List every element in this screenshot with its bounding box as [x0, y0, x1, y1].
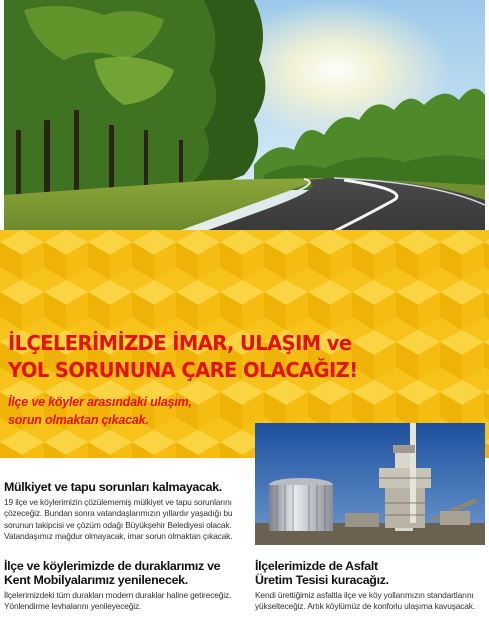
page-headline — [8, 330, 358, 384]
headline-line-1: İLÇELERİMİZDE İMAR, ULAŞIM ve — [8, 331, 352, 355]
section-title-line-1: İlçelerimizde de Asfalt — [255, 559, 378, 573]
asphalt-plant-photo — [255, 423, 485, 545]
subhead-line-2: sorun olmaktan çıkacak. — [8, 413, 149, 427]
section-title-line-2: Kent Mobilyalarımız yenilenecek. — [4, 573, 188, 587]
section-body: 19 ilçe ve köylerimizin çözülememiş mülkiyet ve tapu sorunlarını çözeceğiz. Bundan sonra vatandaşlarımızın yıllardır yaşadığı bu sorunun takipcisi ve çözüm odağı Büyükşehir Belediyesi olacak. Vatandaşımız mağdur olmayacak, imar sorun olmaktan çıkacak. — [4, 497, 233, 542]
section-asphalt-plant — [255, 559, 487, 613]
section-title — [4, 559, 249, 587]
section-title-line-2: Üretim Tesisi kuracağız. — [255, 573, 389, 587]
section-body: Kendi ürettiğimiz asfaltla ilçe ve köy yollarımızın standartlarını yükselteceğiz. Artık köylümüz de konforlu ulaşıma kavuşacak. — [255, 590, 476, 612]
section-title — [255, 559, 487, 587]
subhead-line-1: İlçe ve köyler arasındaki ulaşım, — [8, 395, 192, 409]
section-title: Mülkiyet ve tapu sorunları kalmayacak. — [4, 480, 222, 494]
section-title-line-1: İlçe ve köylerimizde de duraklarımız ve — [4, 559, 221, 573]
section-body: İlçelerimizdeki tüm durakları modern duraklar haline getireceğiz. Yönlendirme levhalarını yenileyeceğiz. — [4, 590, 232, 612]
section-property-deeds — [4, 480, 249, 543]
section-bus-stops — [4, 559, 249, 613]
headline-line-2: YOL SORUNUNA ÇARE OLACAĞIZ! — [8, 358, 358, 382]
page-subheadline — [8, 393, 192, 429]
